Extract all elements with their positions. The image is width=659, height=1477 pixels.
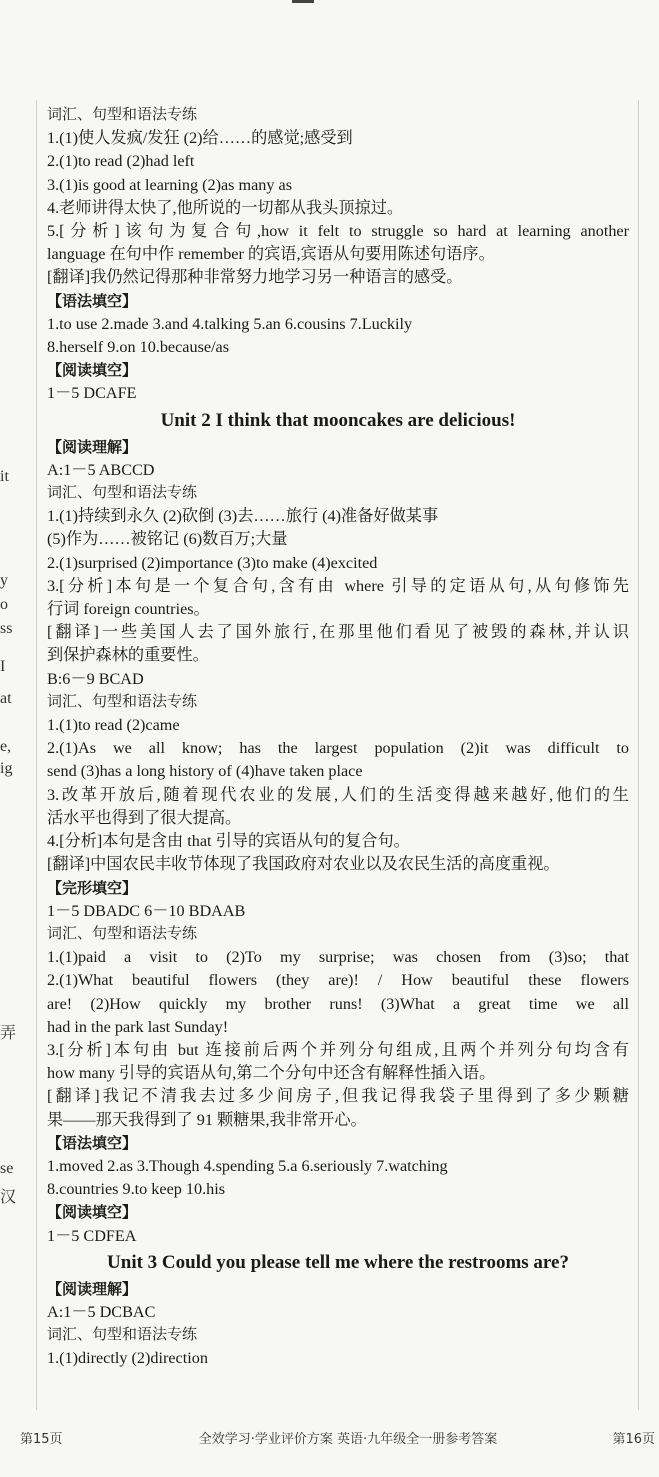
left-edge-fragment: at — [0, 690, 12, 707]
footer-title: 全效学习·学业评价方案 英语·九年级全一册参考答案 — [198, 1432, 498, 1447]
unit-title: Unit 2 I think that mooncakes are delicious! — [160, 409, 516, 431]
section-heading: 【阅读填空】 — [47, 1203, 138, 1222]
top-mark — [292, 0, 314, 3]
left-edge-fragment: y — [0, 572, 8, 589]
answer-line: how many 引导的宾语从句,第二个分句中还含有解释性插入语。 — [47, 1064, 496, 1083]
answer-line: (5)作为……被铭记 (6)数百万;大量 — [47, 530, 288, 549]
answer-line: 果——那天我得到了 91 颗糖果,我非常开心。 — [47, 1110, 367, 1129]
answer-line: language 在句中作 remember 的宾语,宾语从句要用陈述句语序。 — [47, 245, 495, 264]
answer-line: 1－5 DBADC 6－10 BDAAB — [47, 901, 246, 920]
left-edge-fragment: o — [0, 596, 8, 613]
unit-title: Unit 3 Could you please tell me where the restrooms are? — [107, 1251, 569, 1273]
answer-line: 1.(1)使人发疯/发狂 (2)给……的感觉;感受到 — [47, 129, 353, 148]
answer-line: [翻译]我记不清我去过多少间房子,但我记得我袋子里得到了多少颗糖 — [47, 1087, 629, 1106]
left-divider — [36, 100, 37, 1410]
subsection-label: 词汇、句型和语法专练 — [47, 485, 198, 502]
answer-line: 1.to use 2.made 3.and 4.talking 5.an 6.cousins 7.Luckily — [47, 314, 413, 333]
answer-content — [47, 104, 629, 1371]
answer-line: 1.moved 2.as 3.Though 4.spending 5.a 6.seriously 7.watching — [47, 1156, 448, 1175]
answer-line: [翻译]一些美国人去了国外旅行,在那里他们看见了被毁的森林,并认识 — [47, 623, 629, 642]
section-heading: 【语法填空】 — [47, 291, 138, 310]
answer-line: 3.[分析]本句由 but 连接前后两个并列分句组成,且两个并列分句均含有 — [47, 1040, 629, 1059]
subsection-label: 词汇、句型和语法专练 — [47, 107, 198, 123]
right-page-number: 第16页 — [612, 1432, 655, 1447]
answer-line: 1.(1)持续到永久 (2)砍倒 (3)去……旅行 (4)准备好做某事 — [47, 507, 439, 526]
answer-line: 1.(1)paid a visit to (2)To my surprise; was chosen from (3)so; that — [47, 948, 629, 967]
answer-line: 2.(1)surprised (2)importance (3)to make (4)excited — [47, 553, 378, 572]
left-edge-fragment: ig — [0, 760, 13, 777]
left-edge-fragment: I — [0, 658, 6, 675]
answer-line: send (3)has a long history of (4)have taken place — [47, 762, 363, 781]
left-edge-fragment: 弄 — [0, 1025, 17, 1042]
subsection-label: 词汇、句型和语法专练 — [47, 925, 198, 942]
answer-line: 2.(1)to read (2)had left — [47, 152, 195, 171]
section-heading: 【完形填空】 — [47, 878, 138, 897]
answer-line: 到保护森林的重要性。 — [47, 646, 209, 665]
subsection-label: 词汇、句型和语法专练 — [47, 693, 198, 710]
subsection-label: 词汇、句型和语法专练 — [47, 1327, 198, 1344]
answer-line: 8.herself 9.on 10.because/as — [47, 338, 230, 357]
answer-line: 活水平也得到了很大提高。 — [47, 808, 242, 827]
left-edge-fragment: e, — [0, 738, 12, 755]
left-page-number: 第15页 — [20, 1432, 63, 1447]
answer-line: 1－5 CDFEA — [47, 1226, 137, 1245]
answer-line: 4.[分析]本句是含由 that 引导的宾语从句的复合句。 — [47, 832, 410, 851]
section-heading: 【语法填空】 — [47, 1133, 138, 1152]
answer-line: are! (2)How quickly my brother runs! (3)What a great time we all — [47, 994, 629, 1013]
answer-line: 3.改革开放后,随着现代农业的发展,人们的生活变得越来越好,他们的生 — [47, 785, 629, 804]
answer-line: A:1－5 ABCCD — [47, 460, 155, 479]
answer-line: 5.[分析]该句为复合句,how it felt to struggle so hard at learning another — [47, 222, 629, 241]
section-heading: 【阅读填空】 — [47, 361, 138, 380]
answer-line: 3.[分析]本句是一个复合句,含有由 where 引导的定语从句,从句修饰先 — [47, 576, 629, 595]
right-divider — [638, 100, 639, 1410]
answer-line: [翻译]中国农民丰收节体现了我国政府对农业以及农民生活的高度重视。 — [47, 855, 560, 874]
answer-line: 4.老师讲得太快了,他所说的一切都从我头顶掠过。 — [47, 198, 404, 217]
left-edge-fragment: se — [0, 1160, 14, 1177]
left-page-edge — [0, 90, 30, 1410]
answer-line: 1.(1)to read (2)came — [47, 716, 180, 735]
section-heading: 【阅读理解】 — [47, 437, 138, 456]
page-footer — [0, 1428, 659, 1458]
answer-line: 行词 foreign countries。 — [47, 600, 210, 619]
answer-line: had in the park last Sunday! — [47, 1017, 229, 1036]
answer-line: B:6－9 BCAD — [47, 669, 144, 688]
answer-line: A:1－5 DCBAC — [47, 1302, 156, 1321]
answer-line: 3.(1)is good at learning (2)as many as — [47, 175, 292, 194]
answer-line: 8.countries 9.to keep 10.his — [47, 1180, 226, 1199]
answer-line: 1.(1)directly (2)direction — [47, 1349, 208, 1368]
answer-line: 1－5 DCAFE — [47, 384, 137, 403]
answer-line: 2.(1)As we all know; has the largest population (2)it was difficult to — [47, 739, 629, 758]
left-edge-fragment: 汉 — [0, 1189, 17, 1206]
left-edge-fragment: ss — [0, 620, 13, 637]
answer-line: [翻译]我仍然记得那种非常努力地学习另一种语言的感受。 — [47, 268, 463, 287]
answer-line: 2.(1)What beautiful flowers (they are)! / How beautiful these flowers — [47, 971, 629, 990]
section-heading: 【阅读理解】 — [47, 1279, 138, 1298]
left-edge-fragment: it — [0, 468, 9, 485]
